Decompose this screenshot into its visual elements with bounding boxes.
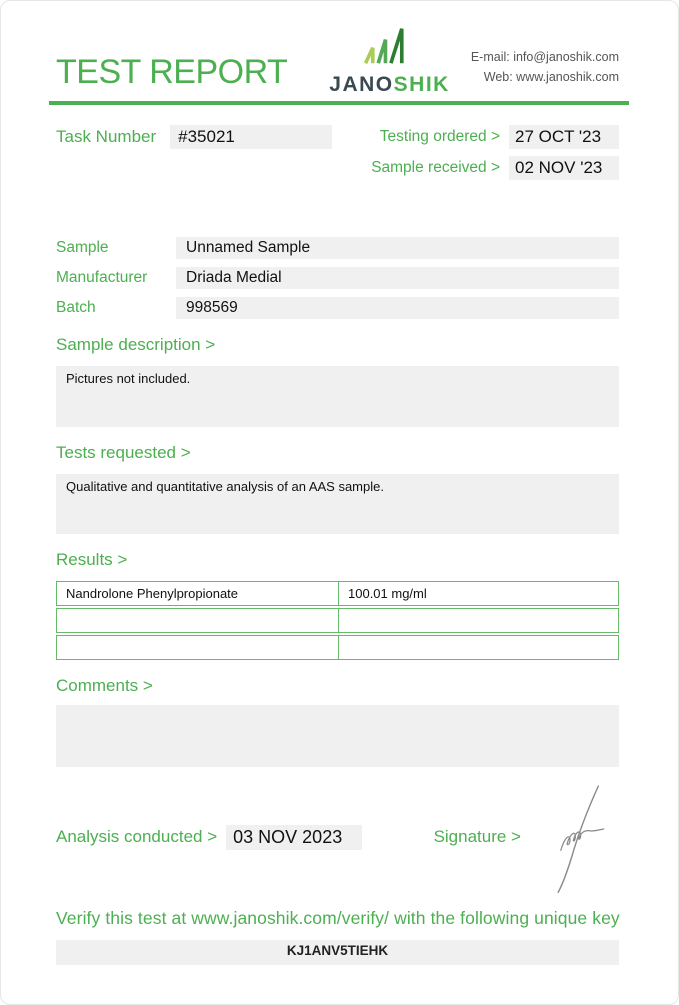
tests-requested-section bbox=[56, 443, 619, 534]
sample-info bbox=[56, 237, 619, 319]
analysis-date: 03 NOV 2023 bbox=[226, 825, 362, 850]
tests-requested-heading: Tests requested > bbox=[56, 443, 191, 462]
task-number-value: #35021 bbox=[170, 125, 332, 149]
manufacturer-value: Driada Medial bbox=[176, 267, 619, 289]
tests-requested-text: Qualitative and quantitative analysis of an AAS sample. bbox=[56, 474, 619, 534]
sample-label: Sample bbox=[56, 239, 109, 256]
results-section bbox=[56, 550, 619, 660]
sample-value: Unnamed Sample bbox=[176, 237, 619, 259]
table-row bbox=[56, 635, 619, 660]
sample-description-text: Pictures not included. bbox=[56, 366, 619, 427]
testing-ordered-row bbox=[371, 125, 619, 149]
manufacturer-row bbox=[56, 267, 619, 289]
signature-label: Signature > bbox=[433, 827, 521, 846]
sample-row bbox=[56, 237, 619, 259]
comments-section bbox=[56, 676, 619, 767]
result-substance: Nandrolone Phenylpropionate bbox=[57, 582, 339, 605]
sample-description-heading: Sample description > bbox=[56, 335, 216, 354]
result-substance bbox=[57, 609, 339, 632]
contact-email: E-mail: info@janoshik.com bbox=[470, 50, 619, 65]
janoshik-logo bbox=[329, 25, 450, 95]
sample-received-label: Sample received > bbox=[371, 159, 500, 176]
analysis-conducted-label: Analysis conducted > bbox=[56, 827, 218, 846]
result-value: 100.01 mg/ml bbox=[348, 586, 427, 601]
report-header bbox=[1, 1, 678, 95]
logo-wordmark bbox=[329, 74, 450, 95]
unique-key: KJ1ANV5TIEHK bbox=[56, 940, 619, 965]
comments-text bbox=[56, 705, 619, 767]
signature-image bbox=[533, 779, 619, 895]
verify-instruction: Verify this test at www.janoshik.com/verify/ with the following unique key bbox=[56, 908, 620, 928]
batch-value: 998569 bbox=[176, 297, 619, 319]
testing-ordered-date: 27 OCT '23 bbox=[509, 125, 619, 149]
contact-info bbox=[471, 48, 619, 95]
sample-received-row bbox=[371, 156, 619, 180]
trend-chart-icon bbox=[361, 25, 419, 72]
result-value bbox=[339, 609, 618, 632]
manufacturer-label: Manufacturer bbox=[56, 269, 148, 286]
batch-row bbox=[56, 297, 619, 319]
task-number-label: Task Number bbox=[56, 127, 157, 146]
logo-text-dark: JANO bbox=[329, 73, 394, 96]
task-section bbox=[56, 125, 619, 180]
page-title: TEST REPORT bbox=[56, 53, 288, 91]
testing-ordered-label: Testing ordered > bbox=[379, 128, 500, 145]
logo-text-green: SHIK bbox=[393, 73, 450, 96]
header-divider bbox=[49, 101, 629, 105]
results-table bbox=[56, 581, 619, 660]
result-substance bbox=[57, 636, 339, 659]
table-row bbox=[56, 581, 619, 606]
batch-label: Batch bbox=[56, 299, 96, 316]
table-row bbox=[56, 608, 619, 633]
footer-row bbox=[56, 779, 619, 895]
comments-heading: Comments > bbox=[56, 676, 153, 695]
contact-web: Web: www.janoshik.com bbox=[483, 69, 619, 84]
sample-received-date: 02 NOV '23 bbox=[509, 156, 619, 180]
result-value bbox=[339, 636, 618, 659]
sample-description-section bbox=[56, 335, 619, 427]
results-heading: Results > bbox=[56, 550, 128, 569]
